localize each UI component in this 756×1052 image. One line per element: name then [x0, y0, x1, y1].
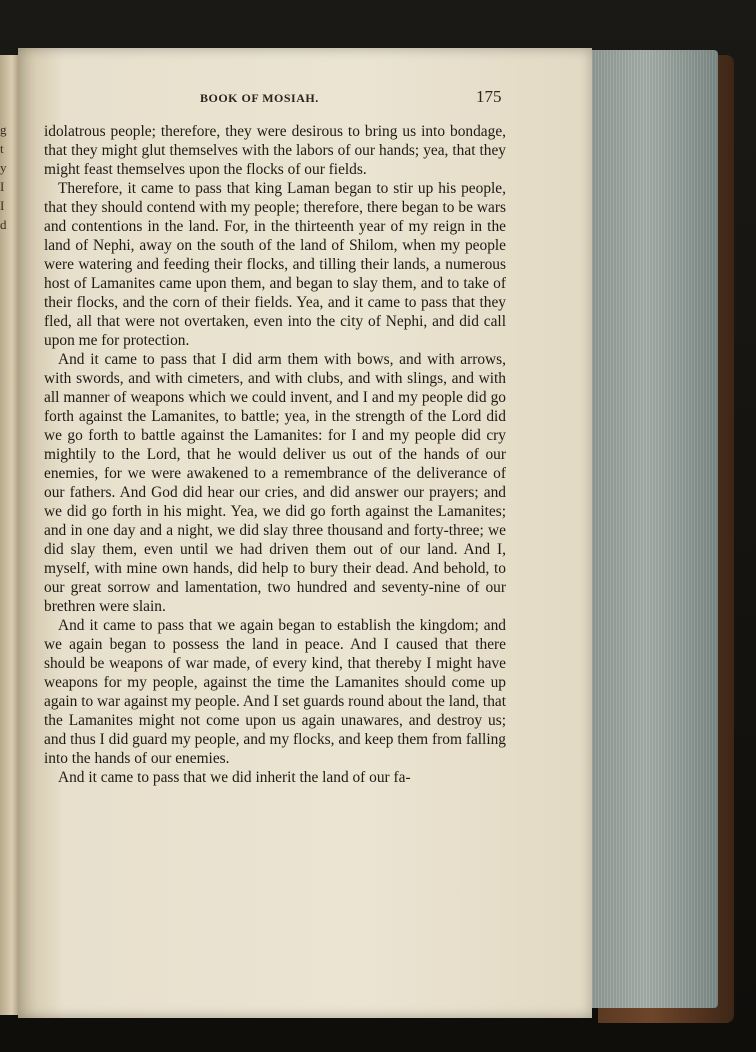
- fragment: I: [0, 198, 5, 213]
- paragraph: Therefore, it came to pass that king Laman began to stir up his people, that they should contend with my people; therefore, there began to be wars and contentions in the land. For, in the thirteenth year of my reign in the land of Nephi, away on the south of the land of Shilom, when my people were watering and feeding their flocks, and tilling their lands, a numerous host of Lamanites came upon them, and began to slay them, and to take of their flocks, and the corn of their fields. Yea, and it came to pass that they fled, all that were not overtaken, even into the city of Nephi, and did call upon me for protection.: [44, 180, 506, 349]
- paragraph: idolatrous people; therefore, they were desirous to bring us into bondage, that they might glut themselves with the labors of our hands; yea, that they might feast themselves upon the flocks of our fields.: [44, 123, 506, 178]
- fragment: I: [0, 179, 5, 194]
- page-body: [44, 122, 506, 787]
- paragraph: And it came to pass that we again began to establish the kingdom; and we again began to possess the land in peace. And I caused that there should be weapons of war made, of every kind, that thereby I might have weapons for my people, against the time the Lamanites should come up again to war against my people. And I set guards round about the land, that the Lamanites might not come upon us again unawares, and destroy us; and thus I did guard my people, and my flocks, and keep them from falling into the hands of our enemies.: [44, 617, 506, 767]
- page-number: 175: [476, 87, 502, 106]
- paragraph: And it came to pass that I did arm them with bows, and with arrows, with swords, and with cimeters, and with clubs, and with slings, and with all manner of weapons which we could invent, and I and my people did go forth against the Lamanites, to battle; yea, in the strength of the Lord did we go forth to battle against the Lamanites: for I and my people did cry mightily to the Lord, that he would deliver us out of the hands of our enemies, for we were awakened to a remembrance of the deliverance of our fathers. And God did hear our cries, and did answer our prayers; and we did go forth in his might. Yea, we did go forth against the Lamanites; and in one day and a night, we did slay three thousand and forty-three; we did slay them, even until we had driven them out of our land. And I, myself, with mine own hands, did help to bury their dead. And behold, to our great sorrow and lamentation, two hundred and seventy-nine of our brethren were slain.: [44, 351, 506, 615]
- running-title: BOOK OF MOSIAH.: [200, 91, 319, 105]
- fragment: d: [0, 217, 7, 232]
- fragment: y: [0, 160, 7, 175]
- paragraph: And it came to pass that we did inherit the land of our fa-: [58, 769, 411, 786]
- fragment: g: [0, 122, 7, 137]
- left-page-fragments: [0, 120, 12, 240]
- page-edges: [586, 50, 718, 1008]
- fragment: t: [0, 141, 4, 156]
